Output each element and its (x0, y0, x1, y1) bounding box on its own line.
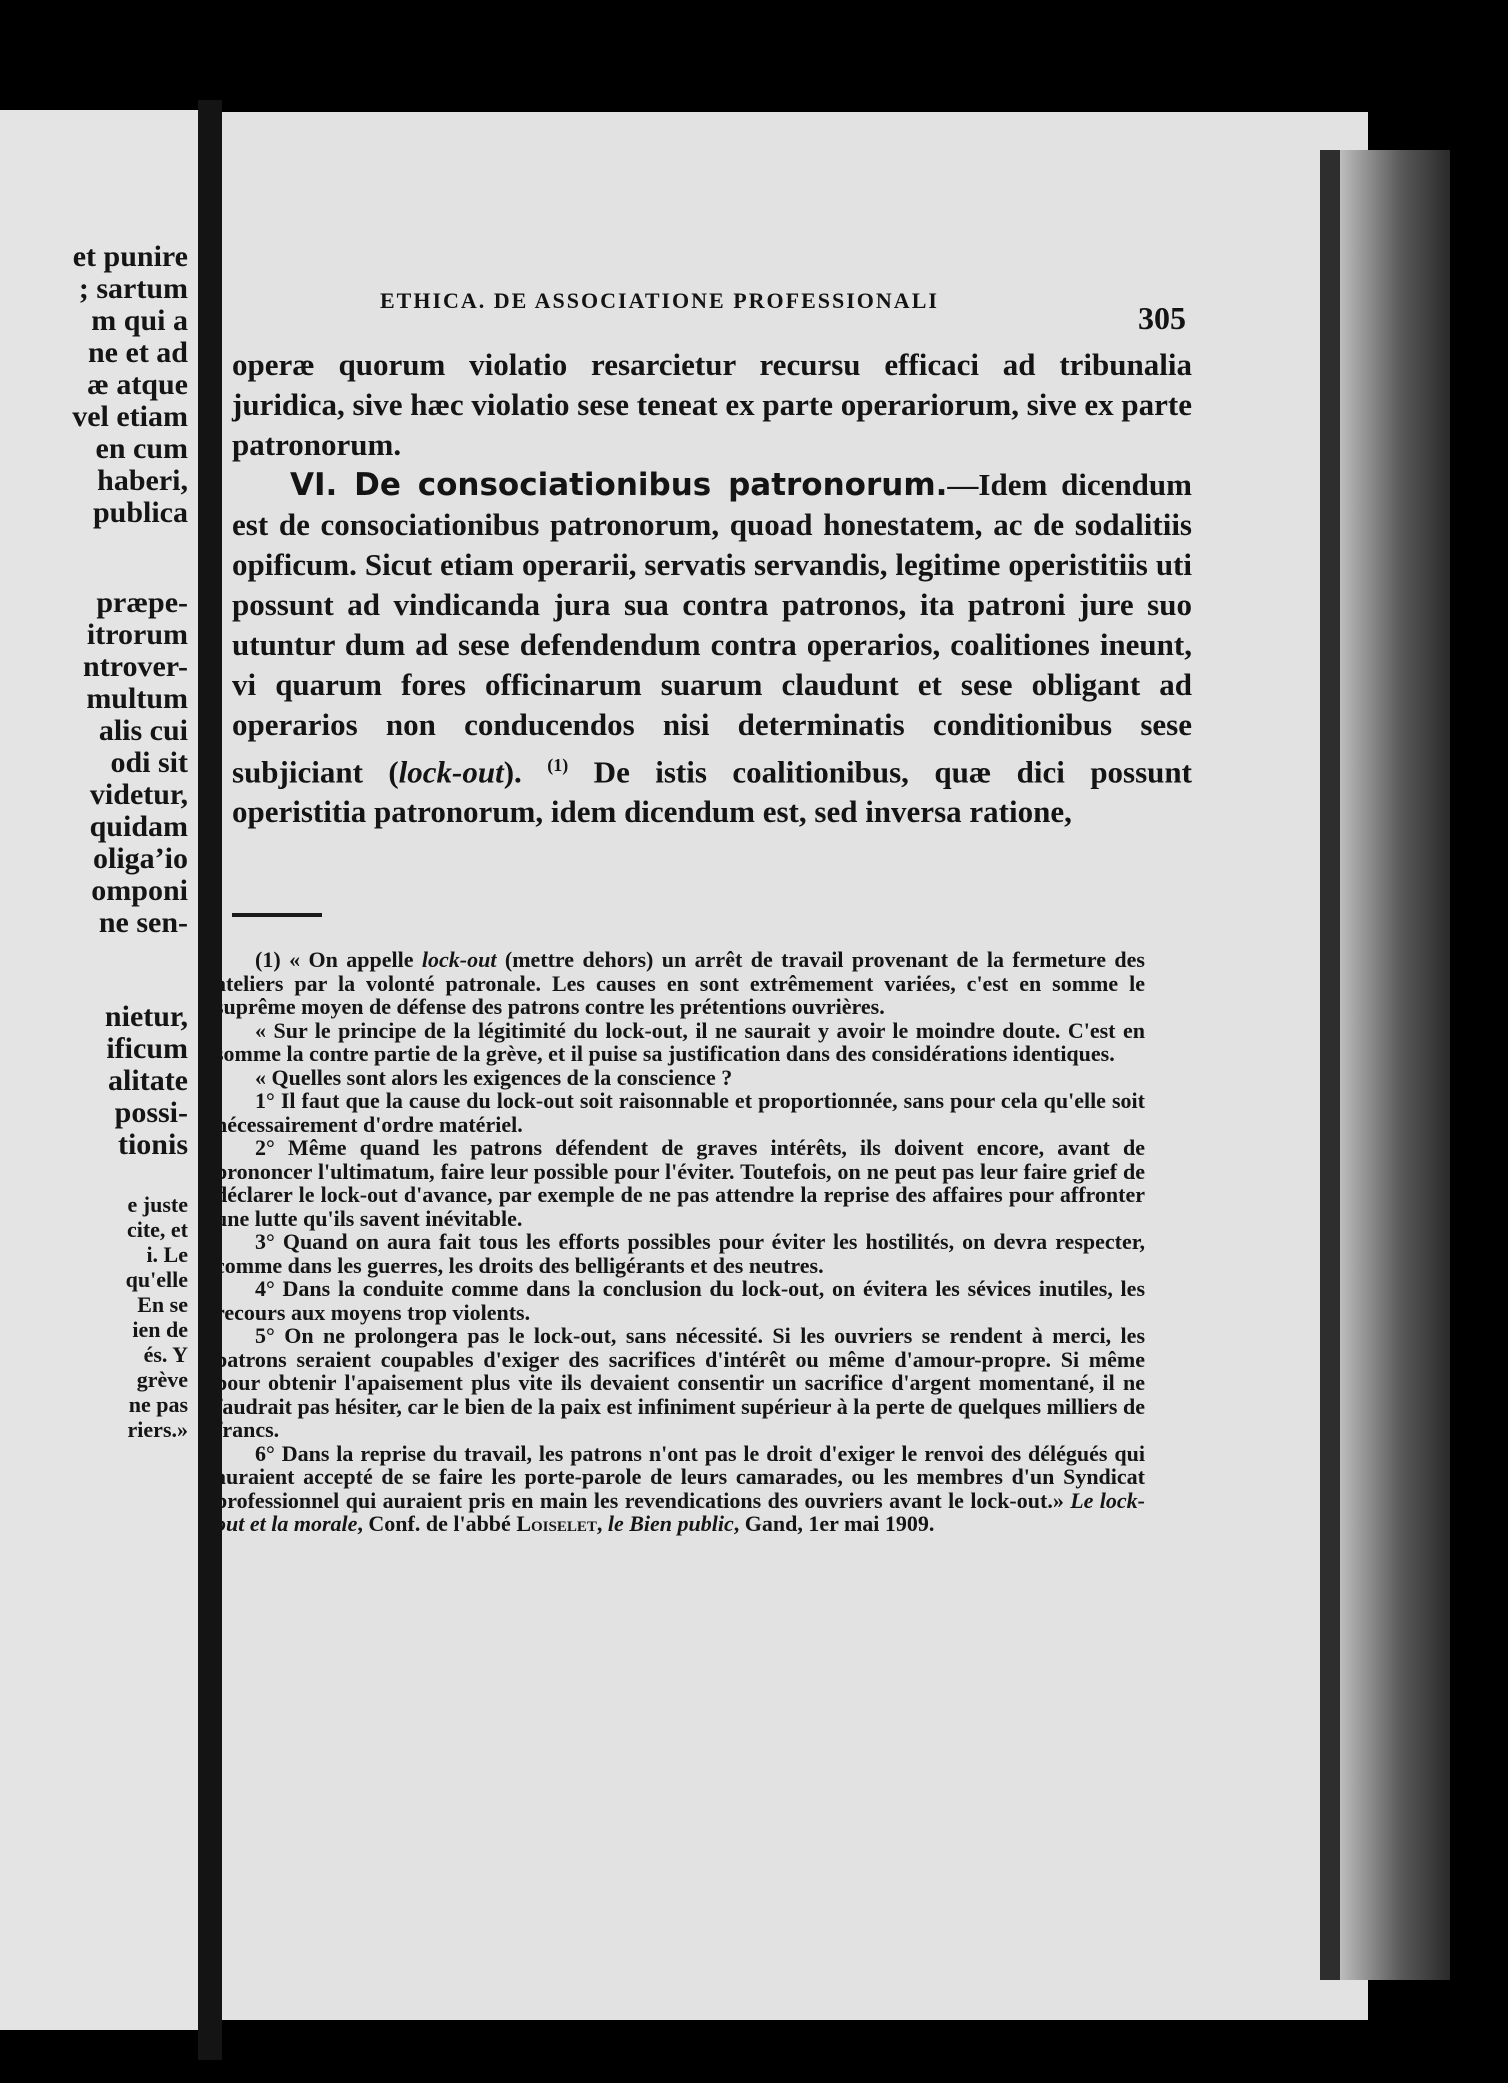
footnote-1-lock-out: lock-out (421, 947, 497, 972)
left-page-line: præpe- (96, 586, 188, 619)
left-page-line: æ atque (87, 368, 188, 401)
left-page-line: En se (137, 1292, 188, 1317)
left-page-line: qu'elle (125, 1267, 188, 1292)
lock-out-term: lock-out (398, 754, 504, 790)
footnote-1-text-a: (1) « On appelle (255, 947, 422, 972)
left-page-line: possi- (114, 1096, 188, 1129)
left-page-line: multum (86, 682, 188, 715)
left-page-line: riers.» (127, 1417, 188, 1442)
left-page-line: quidam (89, 810, 188, 843)
left-page-line: i. Le (146, 1242, 188, 1267)
page-number: 305 (1138, 300, 1186, 336)
left-page-line: et punire (72, 240, 188, 273)
left-page-line: vel etiam (72, 400, 188, 433)
paragraph-2 (232, 465, 1192, 832)
footnote-9 (215, 1442, 1145, 1536)
main-text (232, 345, 1192, 832)
left-page-line: haberi, (97, 464, 188, 497)
citation-title: Le lock-out et la morale (215, 1487, 1145, 1536)
footnote-rule (232, 913, 322, 917)
footnote-9-text-a: 6° Dans la reprise du travail, les patrons n'ont pas le droit d'exiger le renvoi des délégués qui auraient accepté de se faire les porte-parole de leurs camarades, ou les membres d'un Syndicat professionnel qui auraient pris en main les revendications des ouvriers avant le lock-out.» (215, 1440, 1145, 1513)
left-page-line: ien de (132, 1317, 188, 1342)
left-page-line: ificum (106, 1032, 188, 1065)
left-page-line: e juste (127, 1192, 188, 1217)
left-page-line: nietur, (104, 1000, 188, 1033)
footnotes (215, 948, 1145, 1536)
footnote-1 (215, 948, 1145, 1019)
footnote-9-text-b: , Conf. de l'abbé (357, 1511, 517, 1536)
left-page-line: videtur, (89, 778, 188, 811)
footnote-3: « Quelles sont alors les exigences de la conscience ? (255, 1064, 733, 1090)
footnote-9-text-d: , Gand, 1er mai 1909. (733, 1511, 935, 1536)
paragraph-2-text-a: —Idem dicendum est de consociationibus patronorum, quoad honestatem, ac de sodalitiis opificum. Sicut etiam operarii, servatis servandis, legitime operistitiis uti possunt ad vindicanda jura sua contra patronos, ita patroni jure suo utuntur dum ad sese defendendum contra operarios, coalitiones ineunt, vi quarum fores officinarum suarum claudunt et sese obligant ad operarios non conducendos nisi determinatis conditionibus sese subjiciant ( (232, 467, 1192, 790)
footnote-9-text-c: , (596, 1511, 608, 1536)
left-page-line: ne sen- (98, 906, 188, 939)
paragraph-1: operæ quorum violatio resarcietur recursu efficaci ad tribunalia juridica, sive hæc violatio sese teneat ex parte operariorum, sive ex parte patronorum. (232, 347, 1192, 462)
paragraph-2-text-c: De istis coalitionibus, quæ dici possunt operistitia patronorum, idem dicendum est, sed inversa ratione, (232, 754, 1192, 830)
footnote-4: 1° Il faut que la cause du lock-out soit raisonnable et proportionnée, sans pour cela qu'elle soit nécessairement d'ordre matériel. (215, 1088, 1145, 1137)
footnote-2: « Sur le principe de la légitimité du lock-out, il ne saurait y avoir le moindre doute. C'est en somme la contre partie de la grève, et il puise sa justification dans des considérations identiques. (215, 1017, 1145, 1066)
left-page-line: grève (136, 1367, 188, 1392)
citation-newspaper: le Bien public (607, 1511, 734, 1536)
left-page-line: oliga’io (93, 842, 188, 875)
left-page-line: alis cui (98, 714, 188, 747)
left-page-line: és. Y (143, 1342, 188, 1367)
citation-author: Loiselet (516, 1511, 597, 1536)
footnote-5: 2° Même quand les patrons défendent de graves intérêts, ils doivent encore, avant de prononcer l'ultimatum, faire leur possible pour l'éviter. Toutefois, on ne peut pas leur faire grief de déclarer le lock-out d'avance, par exemple de ne pas attendre la reprise des affaires pour affronter une lutte qu'ils savent inévitable. (215, 1135, 1145, 1231)
left-page-line: ne et ad (88, 336, 188, 369)
left-page-line: alitate (108, 1064, 188, 1097)
footnote-8: 5° On ne prolongera pas le lock-out, sans nécessité. Si les ouvriers se rendent à merci, les patrons seraient coupables d'exiger des sacrifices d'intérêt ou même d'amour-propre. Si même pour obtenir l'apaisement plus vite ils devaient consentir un sacrifice d'argent momentané, il ne faudrait pas hésiter, car le bien de la paix est infiniment supérieur à la perte de quelques milliers de francs. (215, 1323, 1145, 1442)
paragraph-2-text-b: ). (503, 754, 522, 790)
left-page-line: odi sit (110, 746, 188, 779)
left-page-line: ; sartum (78, 272, 188, 305)
footnote-reference: (1) (547, 755, 569, 775)
left-page-line: m qui a (91, 304, 188, 337)
left-page-line: en cum (95, 432, 188, 465)
left-page-line: publica (92, 496, 188, 529)
left-page-line: itrorum (86, 618, 188, 651)
section-heading: VI. De consociationibus patronorum. (290, 467, 948, 503)
running-title: ETHICA. DE ASSOCIATIONE PROFESSIONALI (380, 288, 939, 313)
left-page-line: cite, et (126, 1217, 188, 1242)
footnote-7: 4° Dans la conduite comme dans la conclusion du lock-out, on évitera les sévices inutiles, les recours aux moyens trop violents. (215, 1276, 1145, 1325)
footnote-6: 3° Quand on aura fait tous les efforts possibles pour éviter les hostilités, on devra respecter, comme dans les guerres, les droits des belligérants et des neutres. (215, 1229, 1145, 1278)
footnote-1-text-b: (mettre dehors) un arrêt de travail provenant de la fermeture des ateliers par la volonté patronale. Les causes en sont extrêmement variées, c'est en somme le suprême moyen de défense des patrons contre les prétentions ouvrières. (215, 947, 1145, 1019)
left-page-line: ntrover- (83, 650, 188, 683)
left-page-line: omponi (91, 874, 188, 907)
left-page-line: ne pas (128, 1392, 188, 1417)
left-page-line: tionis (117, 1128, 188, 1161)
